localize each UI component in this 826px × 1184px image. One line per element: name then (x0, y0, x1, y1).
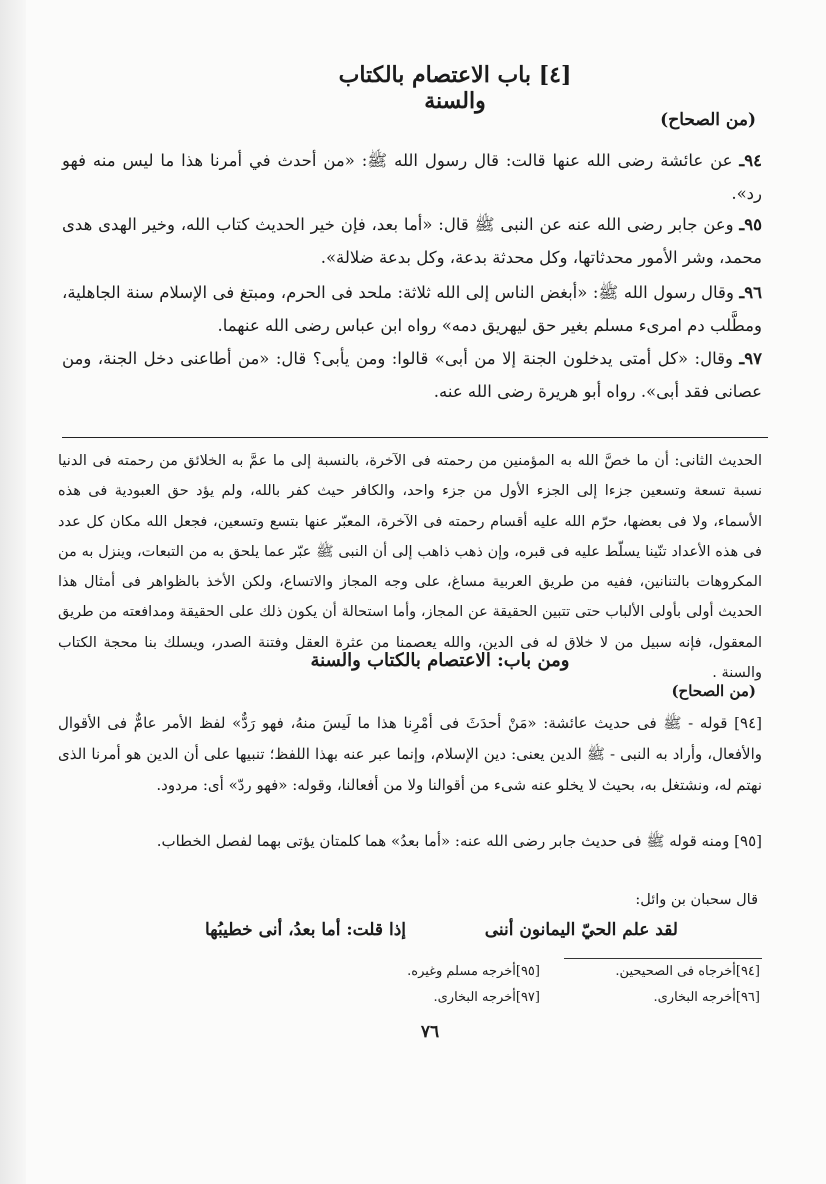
chapter-title: [٤] باب الاعتصام بالكتاب والسنة (338, 62, 572, 114)
poem-intro: قال سحبان بن وائل: (635, 892, 758, 908)
footnote-divider (564, 958, 762, 959)
from-sahah-label-2: (من الصحاح) (671, 682, 756, 700)
footnote-95: [٩٥]أخرجه مسلم وغيره. (407, 964, 540, 979)
comment-95: [٩٥] ومنه قوله ﷺ فى حديث جابر رضى الله عنه: «أما بعدُ» هما كلمتان يؤتى بهما لفصل الخطاب. (156, 832, 762, 850)
hadith-text: عن عائشة رضى الله عنها قالت: قال رسول الله ﷺ: «من أحدث في أمرنا هذا ما ليس منه فهو رد». (62, 151, 762, 203)
poem-hemistich-2: إذا قلت: أما بعدُ، أنى خطيبُها (204, 920, 406, 940)
hadith-text: وعن جابر رضى الله عنه عن النبى ﷺ قال: «أما بعد، فإن خير الحديث كتاب الله، وخير الهدى هدى محمد، وشر الأمور محدثاتها، وكل محدثة بدعة، وكل بدعة ضلالة». (62, 215, 762, 267)
hadith-96: ٩٦ـ وقال رسول الله ﷺ: «أبغض الناس إلى الله ثلاثة: ملحد فى الحرم، ومبتغ فى الإسلام سنة الجاهلية، ومطَّلب دم امرىء مسلم بغير حق ليهريق دمه» رواه ابن عباس رضى الله عنهما. (62, 283, 762, 335)
commentary-paragraph: الحديث الثانى: أن ما خصَّ الله به المؤمنين من رحمته فى الآخرة، بالنسبة إلى ما عمَّ به الخلائق من رحمته فى الدنيا نسبة تسعة وتسعين جزءا إلى الجزء الأول من جزء واحد، والكافر حيث كفر بالله، ولم يؤد حق العبودية فى هذه الأسماء، ولا فى بعضها، حرّم الله عليه أقسام رحمته فى الآخرة، المعبّر عنها بتسع وتسعين، فجعل الله مكان كل عدد فى هذه الأعداد تنّينا يسلّط عليه فى قبره، وإن ذهب ذاهب إلى أن النبى ﷺ عبّر عما يلحق به من التبعات، وينزل به من المكروهات بالتنانين، ففيه من طريق العربية مساغ، على وجه المجاز والاتساع، ولكن الأخذ بالظواهر فى أمثال هذا الحديث أولى بأولى الألباب حتى تتبين الحقيقة عن المجاز، وأما استحالة أن يكون ذلك على الحقيقة ومدافعته من طريق المعقول، فإنه سبيل من لا خلاق له فى الدين، والله يعصمنا من عثرة العقل وفتنة الصدر، ويسلك بنا محجة الكتاب والسنة . (58, 453, 762, 682)
section-title: ومن باب: الاعتصام بالكتاب والسنة (310, 650, 570, 671)
hadith-95: ٩٥ـ وعن جابر رضى الله عنه عن النبى ﷺ قال: «أما بعد، فإن خير الحديث كتاب الله، وخير الهدى هدى محمد، وشر الأمور محدثاتها، وكل محدثة بدعة، وكل بدعة ضلالة». (62, 215, 762, 267)
comment-94: [٩٤] قوله - ﷺ فى حديث عائشة: «مَنْ أحدَثَ فى أمْرِنا هذا ما لَيسَ منهُ، فهو رَدٌّ» لفظ الأمر عامٌّ فى الأقوال والأفعال، وأراد به النبى - ﷺ الدين يعنى: دين الإسلام، وإنما عبر عنه بهذا اللفظ؛ تنبيها على أن الدين هو أمرنا الذى نهتم له، ونشتغل به، بحيث لا يخلو عنه شىء من أقوالنا ولا من أفعالنا، وقوله: «فهو ردّ» أى: مردود. (58, 714, 762, 794)
hadith-number: ٩٧ (744, 349, 762, 368)
scan-edge (0, 0, 26, 1184)
poem-hemistich-1: لقد علم الحيّ اليمانون أننى (484, 920, 678, 940)
hadith-97: ٩٧ـ وقال: «كل أمتى يدخلون الجنة إلا من أبى» قالوا: ومن يأبى؟ قال: «من أطاعنى دخل الجنة، ومن عصانى فقد أبى». رواه أبو هريرة رضى الله عنه. (62, 349, 762, 401)
from-sahah-label: (من الصحاح) (660, 110, 756, 130)
page-number: ٧٦ (420, 1022, 440, 1042)
hadith-number: ٩٤ (744, 151, 762, 170)
hadith-text: وقال: «كل أمتى يدخلون الجنة إلا من أبى» قالوا: ومن يأبى؟ قال: «من أطاعنى دخل الجنة، ومن عصانى فقد أبى». رواه أبو هريرة رضى الله عنه. (62, 349, 762, 401)
hadith-94: ٩٤ـ عن عائشة رضى الله عنها قالت: قال رسول الله ﷺ: «من أحدث في أمرنا هذا ما ليس منه فهو رد». (62, 151, 762, 203)
footnote-97: [٩٧]أخرجه البخارى. (433, 990, 540, 1005)
hadith-number: ٩٦ (744, 283, 762, 302)
hadith-number: ٩٥ (744, 215, 762, 234)
footnote-94: [٩٤]أخرجاه فى الصحيحين. (615, 964, 760, 979)
footnote-96: [٩٦]أخرجه البخارى. (653, 990, 760, 1005)
section-divider (62, 437, 768, 438)
hadith-text: وقال رسول الله ﷺ: «أبغض الناس إلى الله ثلاثة: ملحد فى الحرم، ومبتغ فى الإسلام سنة الجاهلية، ومطَّلب دم امرىء مسلم بغير حق ليهريق دمه» رواه ابن عباس رضى الله عنهما. (62, 283, 762, 335)
